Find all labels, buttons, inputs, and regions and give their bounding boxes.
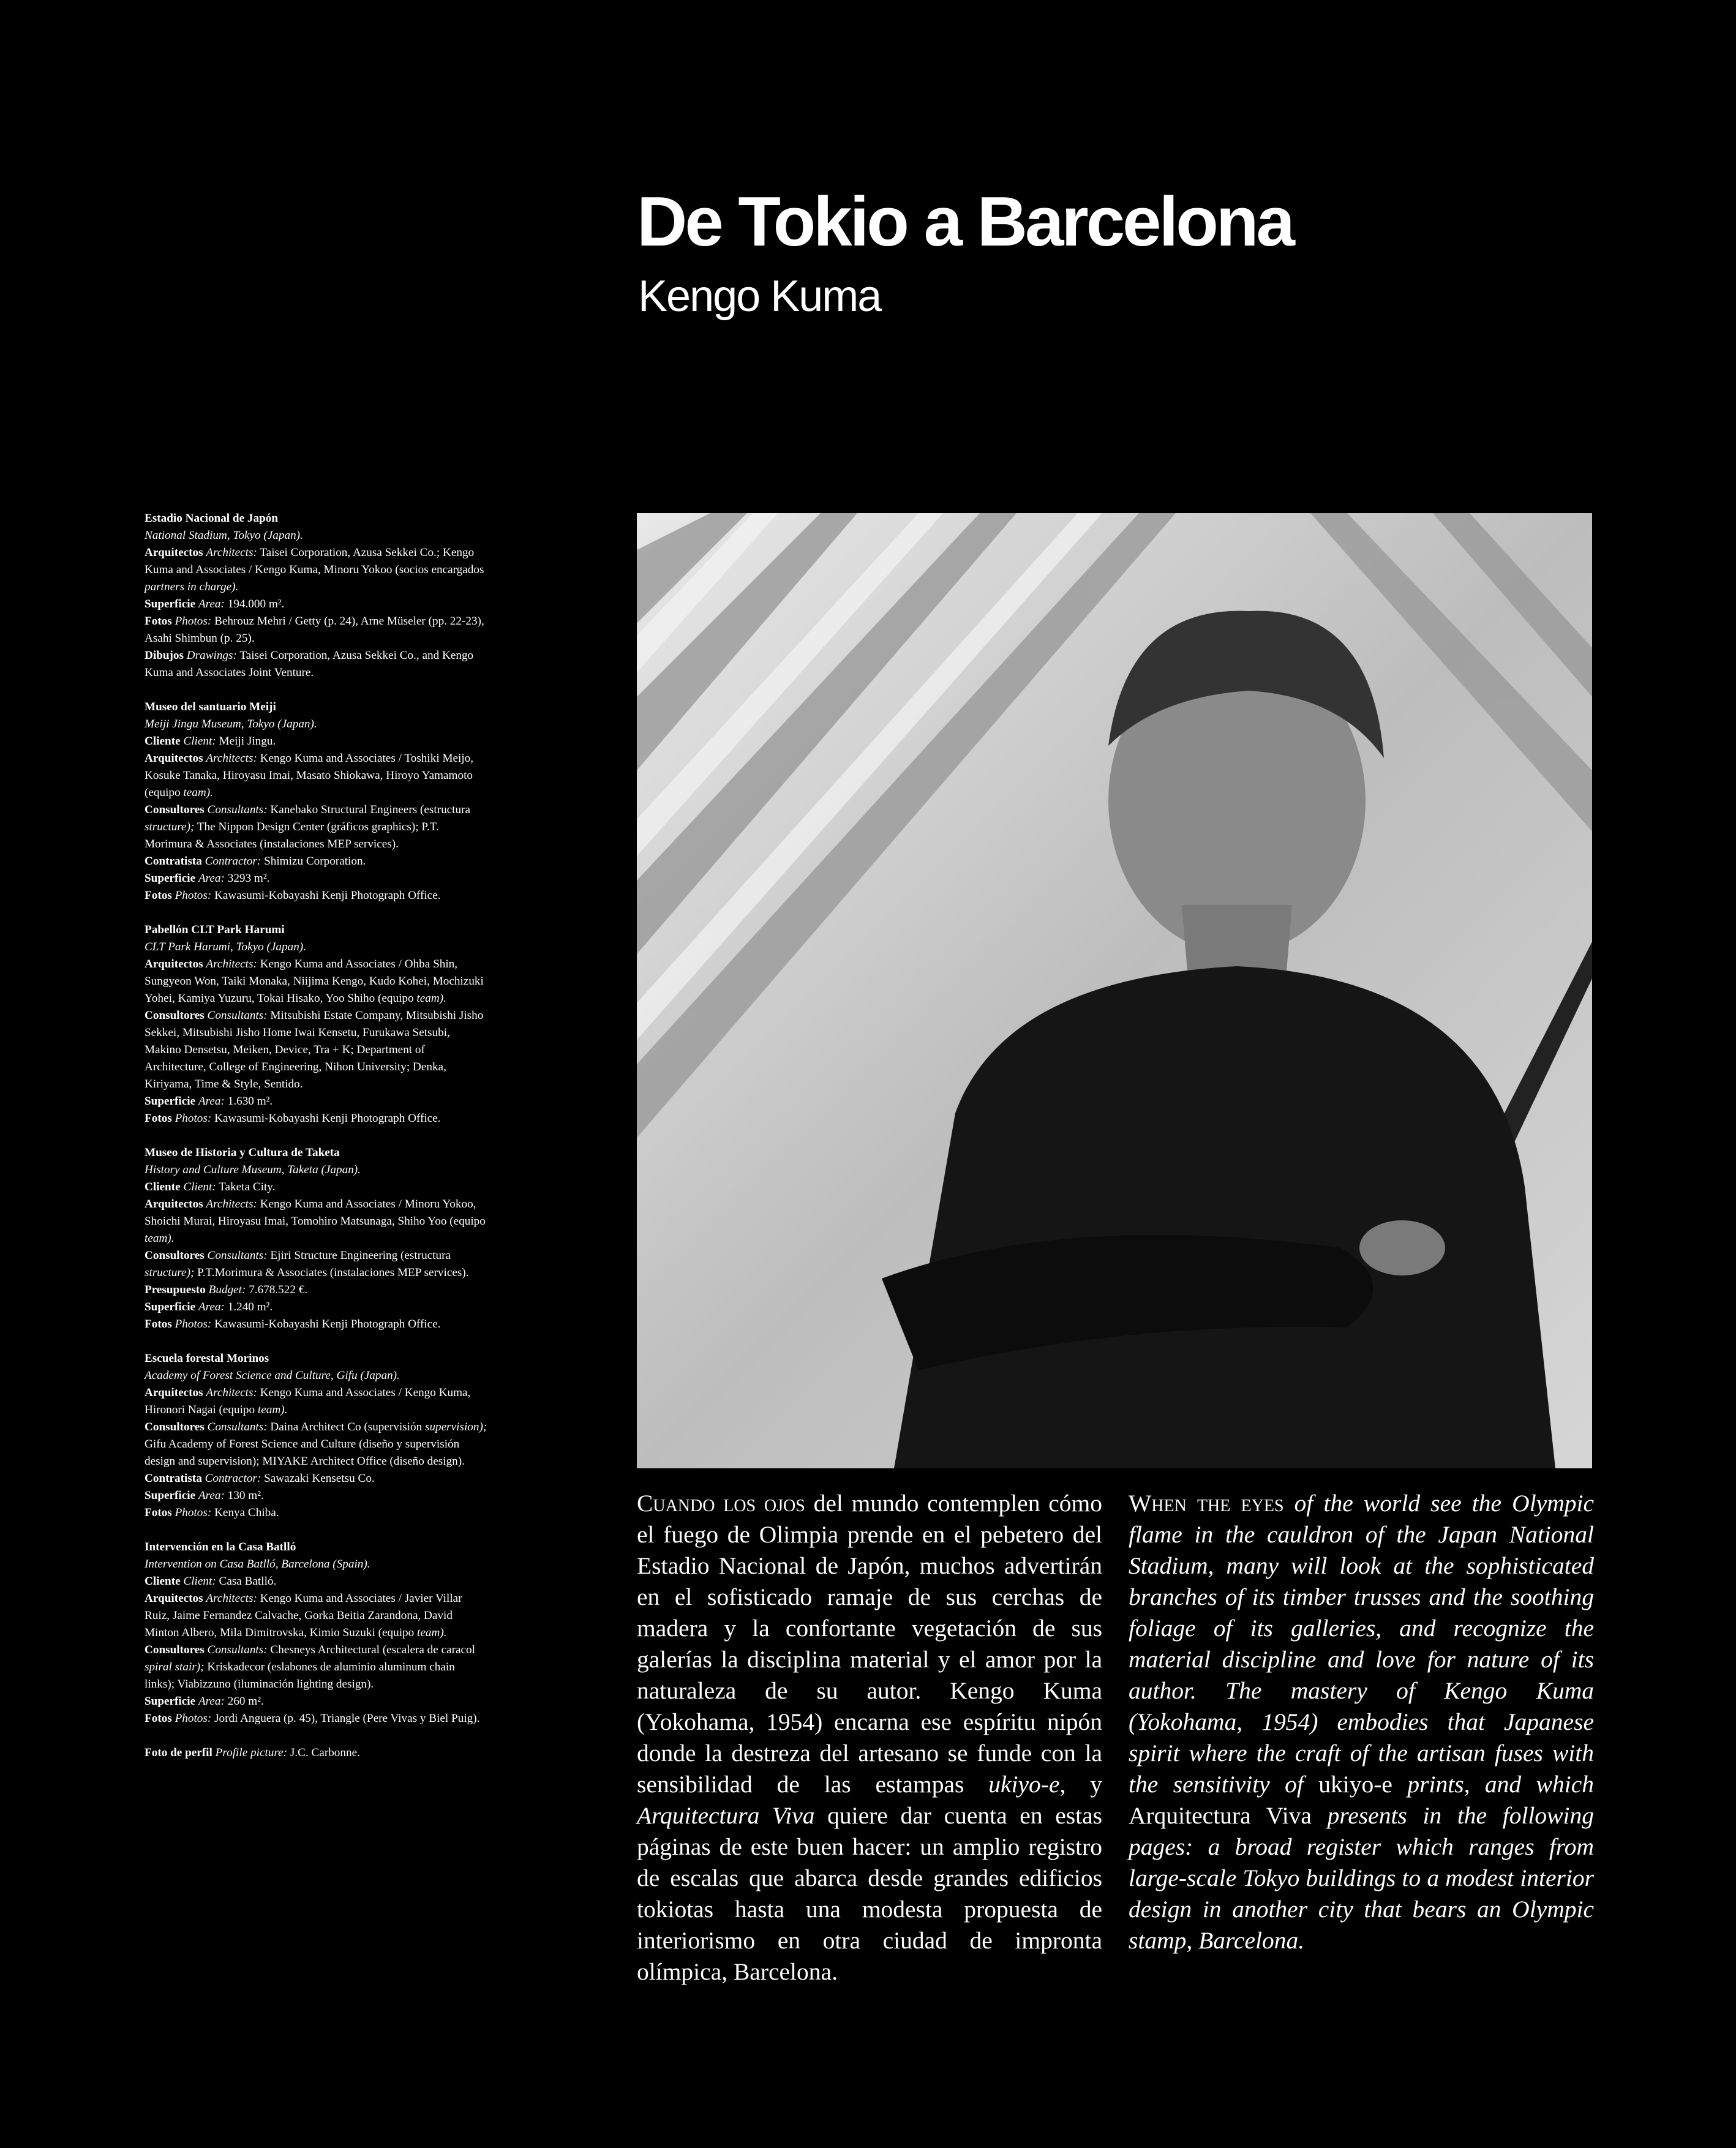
credit-line xyxy=(145,1247,487,1282)
credit-text: 260 m². xyxy=(227,1695,264,1708)
credit-label-en: Area: xyxy=(198,1095,225,1108)
credit-label-en: Consultants: xyxy=(207,803,268,816)
credit-line xyxy=(145,1384,487,1419)
credit-line xyxy=(145,1590,487,1642)
credit-label: Arquitectos xyxy=(145,1198,203,1211)
credit-line xyxy=(145,1419,487,1470)
credit-project-name: Pabellón CLT Park Harumi xyxy=(145,923,285,936)
credit-text: Kengo Kuma and Associates / Minoru Yokoo, Shoichi Murai, Hiroyasu Imai, Tomohiro Matsunaga, Shiho Yoo (equipo xyxy=(145,1198,486,1228)
credit-text: Shimizu Corporation. xyxy=(264,855,366,868)
article-text-english xyxy=(1129,1488,1594,1956)
credit-label: Arquitectos xyxy=(145,958,203,971)
credit-line xyxy=(145,1316,487,1333)
credit-line xyxy=(145,802,487,853)
credit-label-en: Photos: xyxy=(175,1712,212,1725)
credit-label-en: Photos: xyxy=(175,1112,212,1125)
credit-text-en: team). xyxy=(183,786,213,799)
credit-label-en: Architects: xyxy=(206,1592,257,1605)
credit-label-en: Client: xyxy=(183,1181,216,1193)
credit-label: Consultores xyxy=(145,1249,205,1262)
credit-line xyxy=(145,1282,487,1299)
credit-label-en: Area: xyxy=(198,598,225,610)
credit-label: Fotos xyxy=(145,889,172,902)
article-en-part2: prints, and which xyxy=(1392,1771,1594,1798)
credit-label: Consultores xyxy=(145,1643,205,1656)
credit-text: Ejiri Structure Engineering (estructura xyxy=(270,1249,451,1262)
credit-line xyxy=(145,887,487,904)
credit-label-en: Photos: xyxy=(175,1506,212,1519)
credit-text-en: partners in charge). xyxy=(145,580,239,593)
credit-label-en: Photos: xyxy=(175,889,212,902)
page-subtitle: Kengo Kuma xyxy=(638,272,881,321)
credit-label-en: Drawings: xyxy=(186,649,237,662)
credit-text: Behrouz Mehri / Getty (p. 24), Arne Müseler (pp. 22-23), Asahi Shimbun (p. 25). xyxy=(145,615,484,645)
credit-label: Consultores xyxy=(145,1009,205,1022)
credit-block xyxy=(145,1539,487,1727)
credit-line xyxy=(145,1487,487,1504)
credit-label-en: Architects: xyxy=(206,1198,257,1211)
credit-label: Superficie xyxy=(145,1695,196,1708)
profile-credit-label-en: Profile picture: xyxy=(215,1746,288,1759)
credit-text: Kawasumi-Kobayashi Kenji Photograph Office. xyxy=(214,889,441,902)
credit-text: Taketa City. xyxy=(219,1181,276,1193)
article-es-part2: , y xyxy=(1059,1771,1103,1798)
article-en-part3: presents in the following pages: a broad register which ranges from large-scale Tokyo buildings to a modest interior design in another city that bears an Olympic stamp, Barcelona. xyxy=(1129,1802,1594,1954)
credit-label-en: Area: xyxy=(198,1695,225,1708)
credit-label: Dibujos xyxy=(145,649,184,662)
credit-text-en: team). xyxy=(417,1626,447,1639)
credit-label-en: Consultants: xyxy=(207,1009,268,1022)
credit-line xyxy=(145,1470,487,1487)
credit-project-name-en: Meiji Jingu Museum, Tokyo (Japan). xyxy=(145,718,317,730)
article-en-rom1: ukiyo-e xyxy=(1318,1771,1392,1798)
credit-text-en: structure); xyxy=(145,1266,195,1279)
article-en-part1: of the world see the Olympic flame in the cauldron of the Japan National Stadium, many will look at the sophisticated branches of its timber trusses and the soothing foliage of its galleries, and recognize the material discipline and love for nature of its author. The mastery of Kengo Kuma (Yokohama, 1954) embodies that Japanese spirit where the craft of the artisan fuses with the sensitivity of xyxy=(1129,1490,1594,1798)
credit-label-en: Budget: xyxy=(208,1283,246,1296)
credit-line xyxy=(145,750,487,802)
credit-label: Cliente xyxy=(145,1575,181,1588)
credit-label-en: Contractor: xyxy=(205,1472,261,1485)
credit-line xyxy=(145,853,487,870)
credit-label: Arquitectos xyxy=(145,546,203,559)
credit-label-en: Area: xyxy=(198,1489,225,1502)
credit-text-en: team). xyxy=(416,992,446,1005)
credit-label-en: Client: xyxy=(183,735,216,748)
credit-project-name-en: History and Culture Museum, Taketa (Japan). xyxy=(145,1163,361,1176)
credit-text-en: structure); xyxy=(145,821,195,833)
article-text-spanish xyxy=(637,1488,1102,1988)
credit-label-en: Consultants: xyxy=(207,1643,268,1656)
credit-label: Superficie xyxy=(145,872,196,885)
credit-line xyxy=(145,1504,487,1522)
article-es-em2: Arquitectura Viva xyxy=(637,1802,815,1829)
credit-line xyxy=(145,1007,487,1093)
credit-label: Arquitectos xyxy=(145,1592,203,1605)
credit-label: Consultores xyxy=(145,1421,205,1433)
credit-block xyxy=(145,1144,487,1333)
credit-label: Fotos xyxy=(145,1112,172,1125)
profile-credit-label: Foto de perfil xyxy=(145,1746,212,1759)
credit-project-name-en: National Stadium, Tokyo (Japan). xyxy=(145,529,303,542)
credit-text: Kengo Kuma and Associates / Kengo Kuma, Hironori Nagai (equipo xyxy=(145,1386,471,1416)
page-title: De Tokio a Barcelona xyxy=(637,183,1293,261)
project-credits xyxy=(145,510,487,1762)
article-es-part3: quiere dar cuenta en estas páginas de este buen hacer: un amplio registro de escalas que abarca desde grandes edificios tokiotas hasta una modesta propuesta de interiorismo en otra ciudad de impronta olímpica, Barcelona. xyxy=(637,1802,1102,1985)
portrait-photo xyxy=(637,513,1592,1468)
credit-text: Kengo Kuma and Associates / Javier Villar Ruiz, Jaime Fernandez Calvache, Gorka Beitia Zarandona, David Minton Albero, Mila Dimitrovska, Kimio Suzuki (equipo xyxy=(145,1592,462,1639)
credit-text: Kenya Chiba. xyxy=(214,1506,279,1519)
credit-line xyxy=(145,647,487,682)
credit-block xyxy=(145,510,487,682)
credit-text: 3293 m². xyxy=(227,872,270,885)
credit-label: Superficie xyxy=(145,598,196,610)
credit-label: Fotos xyxy=(145,615,172,628)
credit-line xyxy=(145,596,487,613)
credit-label: Arquitectos xyxy=(145,752,203,765)
credit-text: Daina Architect Co (supervisión xyxy=(270,1421,423,1433)
credit-text-tail: Gifu Academy of Forest Science and Culture (diseño y supervisión design and supervision); MIYAKE Architect Office (diseño design). xyxy=(145,1438,465,1468)
credit-project-name: Estadio Nacional de Japón xyxy=(145,512,279,525)
credit-text: 1.630 m². xyxy=(227,1095,273,1108)
credit-text: Sawazaki Kensetsu Co. xyxy=(264,1472,375,1485)
credit-text-en: supervision); xyxy=(425,1421,487,1433)
credit-text: Kengo Kuma and Associates / Ohba Shin, Sungyeon Won, Taiki Monaka, Niijima Kengo, Kudo Kohei, Mochizuki Yohei, Kamiya Yuzuru, Tokai Hisako, Yoo Shiho (equipo xyxy=(145,958,484,1005)
credit-label: Fotos xyxy=(145,1712,172,1725)
profile-credit xyxy=(145,1744,487,1762)
credit-line xyxy=(145,613,487,647)
credit-text: 194.000 m². xyxy=(227,598,285,610)
credit-project-name-en: Academy of Forest Science and Culture, Gifu (Japan). xyxy=(145,1369,400,1382)
credit-line xyxy=(145,956,487,1007)
credit-text-en: team). xyxy=(257,1403,288,1416)
credit-text: Taisei Corporation, Azusa Sekkei Co., and Kengo Kuma and Associates Joint Venture. xyxy=(145,649,474,679)
credit-label-en: Contractor: xyxy=(205,855,261,868)
credit-text-en: spiral stair); xyxy=(145,1661,205,1673)
credit-block xyxy=(145,922,487,1127)
credit-label: Contratista xyxy=(145,855,202,868)
credit-project-name-en: CLT Park Harumi, Tokyo (Japan). xyxy=(145,941,306,953)
credit-label-en: Architects: xyxy=(206,958,257,971)
credit-label: Cliente xyxy=(145,735,181,748)
article-es-part1: del mundo contemplen cómo el fuego de Olimpia prende en el pebetero del Estadio Nacional de Japón, muchos advertirán en el sofisticado ramaje de sus cerchas de madera y la confortante vegetación de sus galerías la disciplina material y el amor por la naturaleza de su autor. Kengo Kuma (Yokohama, 1954) encarna ese espíritu nipón donde la destreza del artesano se funde con la sensibilidad de las estampas xyxy=(637,1490,1102,1798)
article-lead-en: When the eyes xyxy=(1129,1490,1284,1517)
credit-label-en: Client: xyxy=(183,1575,216,1588)
credit-project-name-en: Intervention on Casa Batlló, Barcelona (Spain). xyxy=(145,1558,370,1571)
credit-line xyxy=(145,1179,487,1196)
credit-label: Contratista xyxy=(145,1472,202,1485)
credit-label: Fotos xyxy=(145,1318,172,1331)
credit-text-tail: P.T.Morimura & Associates (instalaciones MEP services). xyxy=(197,1266,469,1279)
credit-label: Fotos xyxy=(145,1506,172,1519)
credit-label: Presupuesto xyxy=(145,1283,206,1296)
credit-text-en: team). xyxy=(145,1232,175,1245)
credit-line xyxy=(145,1693,487,1710)
credit-text: Kawasumi-Kobayashi Kenji Photograph Office. xyxy=(214,1112,441,1125)
credit-line xyxy=(145,1093,487,1110)
credit-label-en: Architects: xyxy=(206,1386,257,1399)
credit-text: Jordi Anguera (p. 45), Triangle (Pere Vivas y Biel Puig). xyxy=(214,1712,480,1725)
credit-line xyxy=(145,1196,487,1247)
credit-label-en: Photos: xyxy=(175,615,212,628)
credit-line xyxy=(145,1710,487,1727)
credit-line xyxy=(145,1642,487,1693)
credit-label-en: Photos: xyxy=(175,1318,212,1331)
credit-text: Taisei Corporation, Azusa Sekkei Co.; Kengo Kuma and Associates / Kengo Kuma, Minoru Yokoo (socios encargados xyxy=(145,546,484,576)
credit-text: 1.240 m². xyxy=(227,1301,273,1313)
credit-line xyxy=(145,1110,487,1127)
credit-text: Casa Batlló. xyxy=(219,1575,277,1588)
credit-label: Arquitectos xyxy=(145,1386,203,1399)
credit-label: Superficie xyxy=(145,1489,196,1502)
portrait-photo-icon xyxy=(637,513,1592,1468)
credit-label: Superficie xyxy=(145,1095,196,1108)
credit-text: Kawasumi-Kobayashi Kenji Photograph Office. xyxy=(214,1318,441,1331)
article-en-rom2: Arquitectura Viva xyxy=(1129,1802,1312,1829)
credit-label-en: Area: xyxy=(198,1301,225,1313)
credit-line xyxy=(145,1299,487,1316)
credit-project-name: Escuela forestal Morinos xyxy=(145,1352,269,1365)
credit-project-name: Museo de Historia y Cultura de Taketa xyxy=(145,1146,340,1159)
credit-project-name: Intervención en la Casa Batlló xyxy=(145,1541,296,1553)
credit-line xyxy=(145,733,487,750)
credit-block xyxy=(145,1350,487,1522)
credit-label-en: Consultants: xyxy=(207,1421,268,1433)
credit-label-en: Consultants: xyxy=(207,1249,268,1262)
credit-text-tail: The Nippon Design Center (gráficos graphics); P.T. Morimura & Associates (instalaciones MEP services). xyxy=(145,821,439,851)
credit-line xyxy=(145,1573,487,1590)
credit-label: Consultores xyxy=(145,803,205,816)
credit-label: Cliente xyxy=(145,1181,181,1193)
article-es-em1: ukiyo-e xyxy=(988,1771,1060,1798)
credit-text-tail: Kriskadecor (eslabones de aluminio aluminum chain links); Viabizzuno (iluminación lighting design). xyxy=(145,1661,455,1691)
credit-text: Mitsubishi Estate Company, Mitsubishi Jisho Sekkei, Mitsubishi Jisho Home Iwai Kensetu, Furukawa Setsubi, Makino Densetsu, Meiken, Device, Tra + K; Department of Architecture, College of Engineering, Nihon University; Denka, Kiriyama, Time & Style, Sentido. xyxy=(145,1009,484,1091)
credit-text: 130 m². xyxy=(227,1489,264,1502)
credit-block xyxy=(145,699,487,904)
credit-line xyxy=(145,544,487,596)
credit-text: 7.678.522 €. xyxy=(249,1283,308,1296)
credit-label-en: Area: xyxy=(198,872,225,885)
credit-text: Chesneys Architectural (escalera de caracol xyxy=(270,1643,475,1656)
credit-text: Kengo Kuma and Associates / Toshiki Meijo, Kosuke Tanaka, Hiroyasu Imai, Masato Shiokawa, Hiroyo Yamamoto (equipo xyxy=(145,752,474,799)
credit-project-name: Museo del santuario Meiji xyxy=(145,700,276,713)
profile-credit-text: J.C. Carbonne. xyxy=(290,1746,360,1759)
credit-label-en: Architects: xyxy=(206,752,257,765)
article-lead-es: Cuando los ojos xyxy=(637,1490,805,1517)
credit-text: Kanebako Structural Engineers (estructura xyxy=(270,803,471,816)
credit-line xyxy=(145,870,487,887)
credit-label-en: Architects: xyxy=(206,546,257,559)
credit-text: Meiji Jingu. xyxy=(219,735,276,748)
credit-label: Superficie xyxy=(145,1301,196,1313)
